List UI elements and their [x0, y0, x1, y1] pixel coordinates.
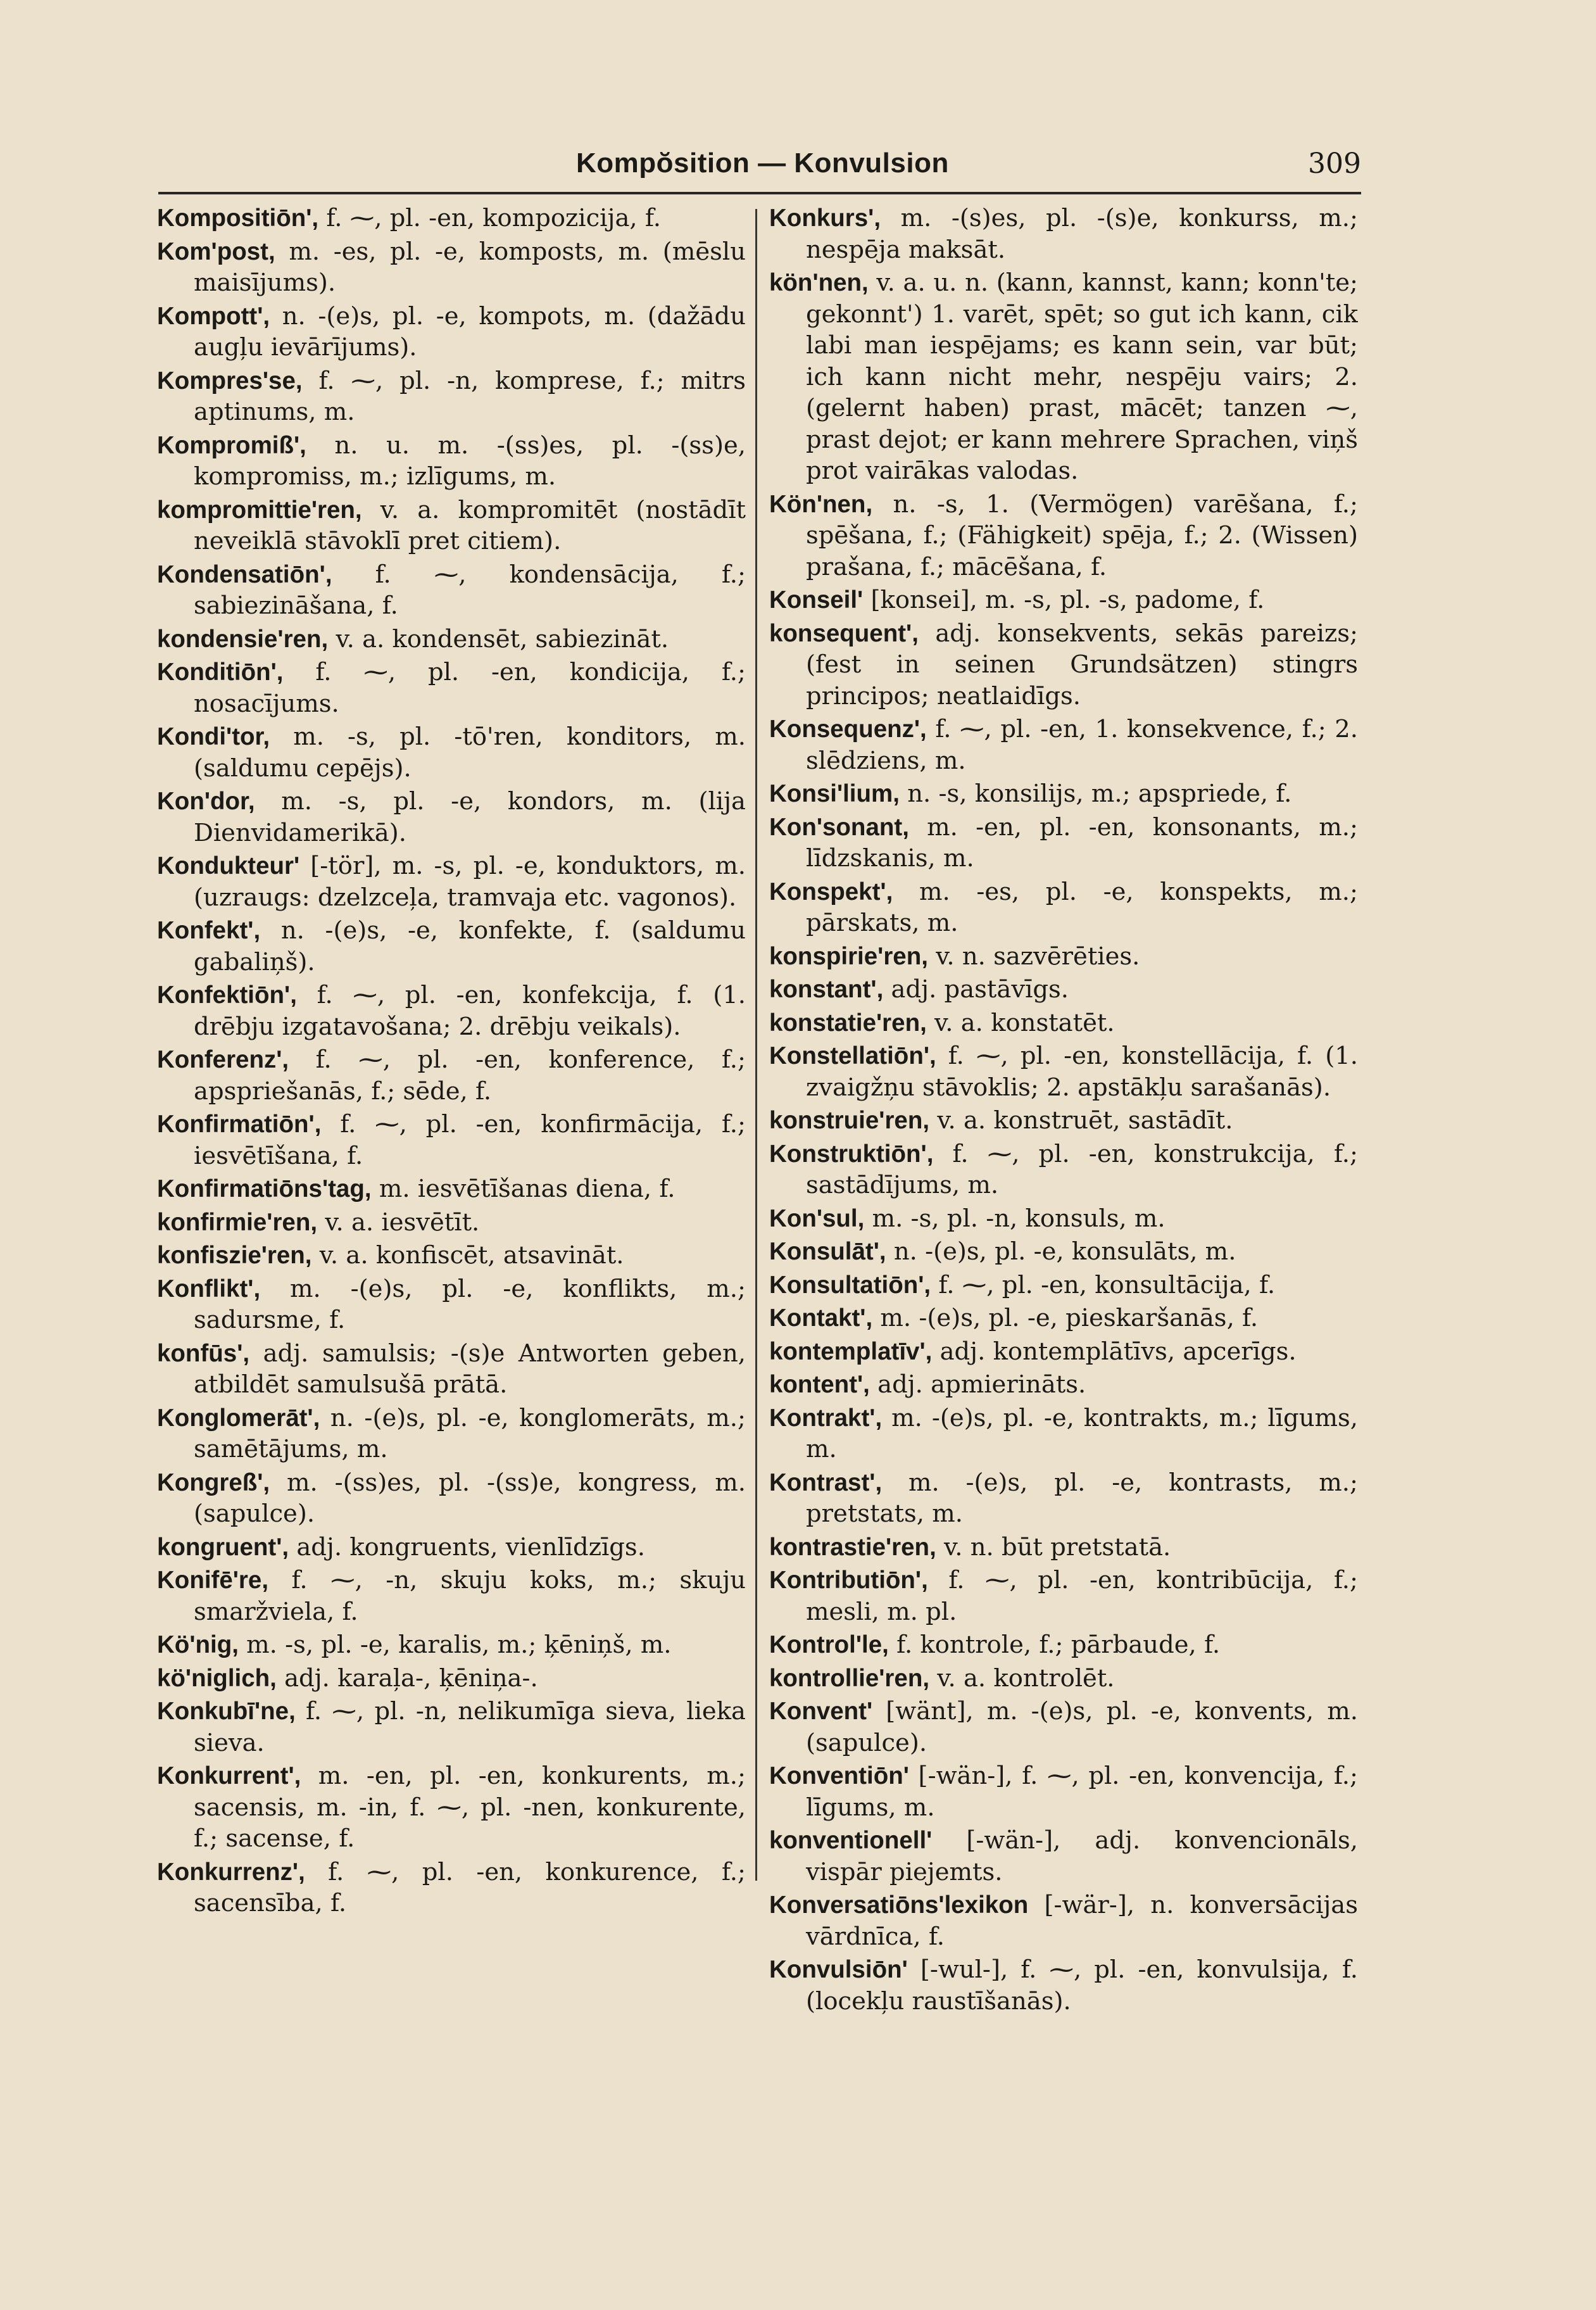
dictionary-entry — [157, 495, 746, 557]
dictionary-entry — [769, 618, 1358, 712]
dictionary-entry — [769, 1007, 1358, 1039]
dictionary-entry — [157, 1044, 746, 1107]
entry-definition: f. ⁓, kondensācija, f.; sabiezināšana, f. — [194, 560, 746, 620]
dictionary-entry — [769, 1467, 1358, 1530]
dictionary-entry — [157, 1696, 746, 1758]
entry-definition: adj. apmierināts. — [877, 1370, 1086, 1399]
entry-headword: kompromittie'ren, — [157, 496, 362, 524]
entry-definition: m. -es, pl. -e, konspekts, m.; pārskats, m. — [806, 877, 1358, 937]
entry-headword: Kön'nen, — [769, 490, 873, 518]
dictionary-entry — [157, 1338, 746, 1401]
dictionary-entry — [769, 974, 1358, 1006]
entry-definition: n. -(e)s, pl. -e, konsulāts, m. — [893, 1237, 1236, 1266]
entry-definition: adj. samulsis; -(s)e Antworten geben, atbildēt samulsušā prātā. — [194, 1339, 746, 1399]
entry-headword: Konsi'lium, — [769, 780, 900, 807]
entry-definition: m. -(e)s, pl. -e, konflikts, m.; sadursme, f. — [194, 1274, 746, 1334]
entry-headword: Konspekt', — [769, 878, 893, 906]
dictionary-entry — [157, 1207, 746, 1239]
entry-headword: Kompositiōn', — [157, 205, 319, 232]
dictionary-entry — [769, 1336, 1358, 1368]
entry-headword: Konsequenz', — [769, 716, 927, 743]
entry-definition: f. ⁓, pl. -n, komprese, f.; mitrs aptinums, m. — [194, 366, 746, 426]
dictionary-entry — [157, 1173, 746, 1205]
dictionary-entry — [769, 941, 1358, 973]
entry-headword: Kontrol'le, — [769, 1631, 889, 1658]
dictionary-entry — [157, 624, 746, 655]
entry-definition: m. iesvētīšanas diena, f. — [379, 1175, 675, 1203]
entry-headword: kongruent', — [157, 1533, 289, 1561]
entry-definition: f. ⁓, pl. -en, konstellācija, f. (1. zvaigžņu stāvoklis; 2. apstākļu sarašanās). — [806, 1042, 1358, 1102]
entry-definition: f. kontrole, f.; pārbaude, f. — [896, 1631, 1221, 1659]
entry-definition: n. -s, konsilijs, m.; apspriede, f. — [907, 779, 1292, 808]
entry-definition: f. ⁓, pl. -en, konstrukcija, f.; sastādījums, m. — [806, 1139, 1358, 1199]
entry-definition: [-tör], m. -s, pl. -e, konduktors, m. (uzraugs: dzelzceļa, tramvaja etc. vagonos). — [194, 852, 746, 912]
entry-definition: f. ⁓, pl. -en, kompozicija, f. — [326, 204, 661, 232]
entry-definition: f. ⁓, -n, skuju koks, m.; skuju smaržviela, f. — [194, 1566, 746, 1626]
dictionary-entry — [769, 714, 1358, 776]
dictionary-entry — [769, 1890, 1358, 1952]
dictionary-entry — [157, 1565, 746, 1627]
entry-definition: v. n. sazvērēties. — [936, 942, 1140, 971]
entry-headword: kontrastie'ren, — [769, 1533, 936, 1561]
dictionary-entry — [769, 1236, 1358, 1268]
entry-headword: Kon'sul, — [769, 1204, 865, 1232]
dictionary-entry — [769, 267, 1358, 487]
entry-headword: konstatie'ren, — [769, 1009, 927, 1037]
entry-definition: v. a. kompromitēt (nostādīt neveiklā stāvoklī pret citiem). — [194, 495, 746, 555]
dictionary-entry — [769, 1369, 1358, 1401]
entry-headword: kön'nen, — [769, 269, 869, 296]
entry-definition: [-wär-], n. konversācijas vārdnīca, f. — [806, 1891, 1358, 1951]
dictionary-entry — [769, 1105, 1358, 1137]
entry-headword: Kompromiß', — [157, 431, 306, 459]
entry-definition: [-wul-], f. ⁓, pl. -en, konvulsija, f. (locekļu raustīšanās). — [806, 1955, 1358, 2016]
column-divider — [755, 209, 757, 1881]
dictionary-entry — [769, 1203, 1358, 1235]
entry-headword: konventionell' — [769, 1827, 933, 1854]
entry-definition: f. ⁓, pl. -en, konference, f.; apspriešanās, f.; sēde, f. — [194, 1045, 746, 1106]
entry-headword: kontent', — [769, 1371, 870, 1398]
entry-headword: kö'niglich, — [157, 1664, 277, 1692]
entry-headword: Konvulsiōn' — [769, 1956, 908, 1983]
entry-headword: Kontrast', — [769, 1468, 883, 1496]
entry-definition: adj. kontemplātīvs, apcerīgs. — [939, 1337, 1297, 1366]
entry-headword: konspirie'ren, — [769, 942, 928, 970]
entry-headword: Kon'sonant, — [769, 813, 909, 841]
entry-definition: m. -(ss)es, pl. -(ss)e, kongress, m. (sapulce). — [194, 1468, 746, 1528]
dictionary-entry — [769, 1696, 1358, 1758]
entry-headword: Konversatiōns'lexikon — [769, 1891, 1029, 1919]
entry-headword: Kom'post, — [157, 237, 275, 265]
entry-definition: n. -(e)s, -e, konfekte, f. (saldumu gabaliņš). — [194, 916, 746, 976]
entry-definition: m. -s, pl. -n, konsuls, m. — [872, 1204, 1166, 1233]
entry-definition: f. ⁓, pl. -en, kontribūcija, f.; mesli, m. pl. — [806, 1566, 1358, 1626]
entry-headword: konstant', — [769, 976, 884, 1003]
dictionary-entry — [157, 236, 746, 299]
entry-headword: konfūs', — [157, 1339, 250, 1367]
entry-definition: adj. pastāvīgs. — [891, 975, 1069, 1004]
entry-headword: Konventiōn' — [769, 1762, 909, 1789]
entry-headword: Kompres'se, — [157, 367, 303, 394]
dictionary-entry — [769, 584, 1358, 616]
dictionary-entry — [157, 657, 746, 719]
dictionary-entry — [769, 1139, 1358, 1201]
entry-headword: Konifē're, — [157, 1567, 269, 1594]
entry-headword: kontemplatīv', — [769, 1337, 933, 1365]
entry-headword: Konditiōn', — [157, 659, 284, 686]
entry-definition: v. a. u. n. (kann, kannst, kann; konn'te; gekonnt') 1. varēt, spēt; so gut ich kann, cik labi man iespējams; es kann sein, var būt; ich kann nicht mehr, nespēju vairs; 2. (gelernt haben) prast, mācēt; tanzen ⁓, prast dejot; er kann mehrere Sprachen, viņš prot vairākas valodas. — [806, 268, 1358, 485]
dictionary-entry — [157, 301, 746, 363]
dictionary-entry — [157, 1467, 746, 1530]
entry-headword: Konfirmatiōn', — [157, 1111, 322, 1138]
entry-definition: m. -s, pl. -e, karalis, m.; ķēniņš, m. — [246, 1631, 672, 1659]
entry-definition: f. ⁓, pl. -n, nelikumīga sieva, lieka sieva. — [194, 1697, 746, 1757]
dictionary-entry — [157, 203, 746, 234]
entry-headword: Konkubī'ne, — [157, 1698, 296, 1725]
entry-definition: v. a. kontrolēt. — [937, 1663, 1115, 1693]
entry-headword: Konflikt', — [157, 1275, 261, 1303]
entry-definition: m. -en, pl. -en, konsonants, m.; līdzskanis, m. — [806, 812, 1358, 873]
dictionary-entry — [769, 1270, 1358, 1301]
entry-headword: Konsulāt', — [769, 1238, 886, 1265]
running-head: Kompŏsition — Konvulsion — [576, 148, 949, 179]
entry-definition: f. ⁓, pl. -en, konsultācija, f. — [938, 1270, 1276, 1299]
entry-definition: f. ⁓, pl. -en, konfekcija, f. (1. drēbju izgatavošana; 2. drēbju veikals). — [194, 981, 746, 1041]
entry-definition: f. ⁓, pl. -en, 1. konsekvence, f.; 2. slēdziens, m. — [806, 715, 1358, 775]
entry-definition: v. a. kondensēt, sabiezināt. — [336, 624, 669, 653]
page-number: 309 — [1308, 148, 1361, 180]
entry-definition: m. -(e)s, pl. -e, kontrasts, m.; pretstats, m. — [806, 1468, 1358, 1528]
entry-headword: Kompott', — [157, 302, 270, 330]
entry-definition: n. -(e)s, pl. -e, kompots, m. (dažādu augļu ievārījums). — [194, 301, 746, 362]
dictionary-entry — [157, 915, 746, 978]
entry-definition: m. -(e)s, pl. -e, pieskaršanās, f. — [880, 1304, 1259, 1332]
entry-headword: Konkurrent', — [157, 1762, 301, 1789]
entry-definition: n. u. m. -(ss)es, pl. -(ss)e, kompromiss, m.; izlīgums, m. — [194, 431, 746, 491]
entry-definition: v. a. konfiscēt, atsavināt. — [319, 1241, 624, 1270]
entry-definition: m. -es, pl. -e, komposts, m. (mēslu maisījums). — [194, 237, 746, 297]
dictionary-entry — [157, 1240, 746, 1272]
entry-headword: Konkurs', — [769, 205, 881, 232]
entry-headword: Kö'nig, — [157, 1631, 239, 1658]
entry-headword: kontrollie'ren, — [769, 1664, 930, 1692]
dictionary-entry — [769, 489, 1358, 583]
entry-headword: Konkurrenz', — [157, 1858, 305, 1886]
dictionary-entry — [157, 559, 746, 622]
entry-definition: adj. konsekvents, sekās pareizs; (fest in seinen Grundsätzen) stingrs principos; neatlaidīgs. — [806, 619, 1358, 710]
entry-headword: konfirmie'ren, — [157, 1208, 318, 1236]
dictionary-entry — [157, 1109, 746, 1171]
entry-definition: f. ⁓, pl. -en, kondicija, f.; nosacījums. — [194, 658, 746, 718]
entry-headword: Kondi'tor, — [157, 723, 270, 750]
entry-headword: Kon'dor, — [157, 788, 255, 815]
dictionary-entry — [157, 365, 746, 428]
dictionary-entry — [769, 1040, 1358, 1103]
dictionary-entry — [769, 1760, 1358, 1823]
entry-definition: m. -(s)es, pl. -(s)e, konkurss, m.; nespēja maksāt. — [806, 204, 1358, 264]
entry-headword: Konfekt', — [157, 917, 261, 944]
dictionary-entry — [769, 1825, 1358, 1888]
dictionary-entry — [769, 1303, 1358, 1334]
entry-definition: adj. karaļa-, ķēniņa-. — [284, 1663, 538, 1693]
entry-definition: [-wän-], adj. konvencionāls, vispār piejemts. — [806, 1826, 1358, 1886]
entry-definition: v. a. konstruēt, sastādīt. — [937, 1106, 1233, 1135]
dictionary-entry — [157, 1273, 746, 1336]
entry-definition: m. -en, pl. -en, konkurents, m.; sacensis, m. -in, f. ⁓, pl. -nen, konkurente, f.; sacense, f. — [194, 1762, 746, 1853]
entry-definition: n. -(e)s, pl. -e, konglomerāts, m.; samētājums, m. — [194, 1403, 746, 1463]
entry-definition: [wänt], m. -(e)s, pl. -e, konvents, m. (sapulce). — [806, 1697, 1358, 1757]
entry-headword: Kondensatiōn', — [157, 560, 332, 588]
entry-headword: Kontakt', — [769, 1304, 873, 1332]
entry-headword: Konferenz', — [157, 1046, 289, 1073]
entry-headword: Konglomerāt', — [157, 1404, 320, 1432]
dictionary-entry — [769, 1403, 1358, 1465]
entry-headword: Kongreß', — [157, 1468, 270, 1496]
entry-definition: m. -s, pl. -tō'ren, konditors, m. (saldumu cepējs). — [194, 723, 746, 783]
entry-headword: Konfirmatiōns'tag, — [157, 1175, 372, 1202]
entry-definition: n. -s, 1. (Vermögen) varēšana, f.; spēšana, f.; (Fähigkeit) spēja, f.; 2. (Wissen) prašana, f.; mācēšana, f. — [806, 489, 1358, 581]
entry-headword: Kondukteur' — [157, 852, 300, 880]
entry-headword: Kontrakt', — [769, 1404, 883, 1432]
entry-definition: m. -s, pl. -e, kondors, m. (lija Dienvidamerikā). — [194, 787, 746, 847]
dictionary-entry — [157, 980, 746, 1042]
entry-headword: Konstruktiōn', — [769, 1140, 934, 1168]
left-column — [157, 203, 746, 2248]
entry-definition: [konsei], m. -s, pl. -s, padome, f. — [870, 586, 1265, 614]
header-rule — [158, 192, 1361, 194]
entry-headword: Konseil' — [769, 586, 864, 614]
entry-headword: Kontributiōn', — [769, 1567, 928, 1594]
entry-definition: v. a. konstatēt. — [934, 1008, 1115, 1037]
entry-definition: v. n. būt pretstatā. — [944, 1532, 1171, 1562]
dictionary-entry — [769, 203, 1358, 265]
entry-headword: kondensie'ren, — [157, 625, 329, 653]
entry-headword: Konvent' — [769, 1698, 873, 1725]
dictionary-entry — [157, 850, 746, 913]
page-header — [158, 142, 1361, 193]
dictionary-entry — [157, 1760, 746, 1855]
dictionary-entry — [157, 430, 746, 493]
entry-definition: adj. kongruents, vienlīdzīgs. — [296, 1532, 645, 1562]
dictionary-entry — [157, 1857, 746, 1919]
dictionary-entry — [769, 1954, 1358, 2017]
entry-headword: konsequent', — [769, 619, 919, 647]
entry-definition: v. a. iesvētīt. — [325, 1208, 480, 1237]
dictionary-entry — [157, 721, 746, 784]
entry-headword: Konstellatiōn', — [769, 1042, 936, 1070]
entry-definition: f. ⁓, pl. -en, konkurence, f.; sacensība, f. — [194, 1857, 746, 1917]
entry-headword: konstruie'ren, — [769, 1107, 930, 1134]
dictionary-entry — [157, 1403, 746, 1465]
entry-headword: Konfektiōn', — [157, 981, 297, 1009]
dictionary-entry — [769, 778, 1358, 810]
dictionary-entry — [157, 786, 746, 849]
dictionary-entry — [769, 1565, 1358, 1627]
dictionary-entry — [769, 1663, 1358, 1695]
dictionary-entry — [769, 876, 1358, 939]
dictionary-entry — [157, 1532, 746, 1563]
entry-definition: [-wän-], f. ⁓, pl. -en, konvencija, f.; līgums, m. — [806, 1762, 1358, 1822]
entry-definition: m. -(e)s, pl. -e, kontrakts, m.; līgums, m. — [806, 1403, 1358, 1463]
dictionary-entry — [769, 1532, 1358, 1563]
dictionary-entry — [769, 812, 1358, 874]
entry-headword: konfiszie'ren, — [157, 1242, 312, 1269]
dictionary-entry — [157, 1629, 746, 1661]
dictionary-entry — [157, 1663, 746, 1695]
right-column — [769, 203, 1358, 2248]
entry-definition: f. ⁓, pl. -en, konfirmācija, f.; iesvētīšana, f. — [194, 1110, 746, 1170]
dictionary-entry — [769, 1629, 1358, 1661]
entry-headword: Konsultatiōn', — [769, 1271, 931, 1299]
